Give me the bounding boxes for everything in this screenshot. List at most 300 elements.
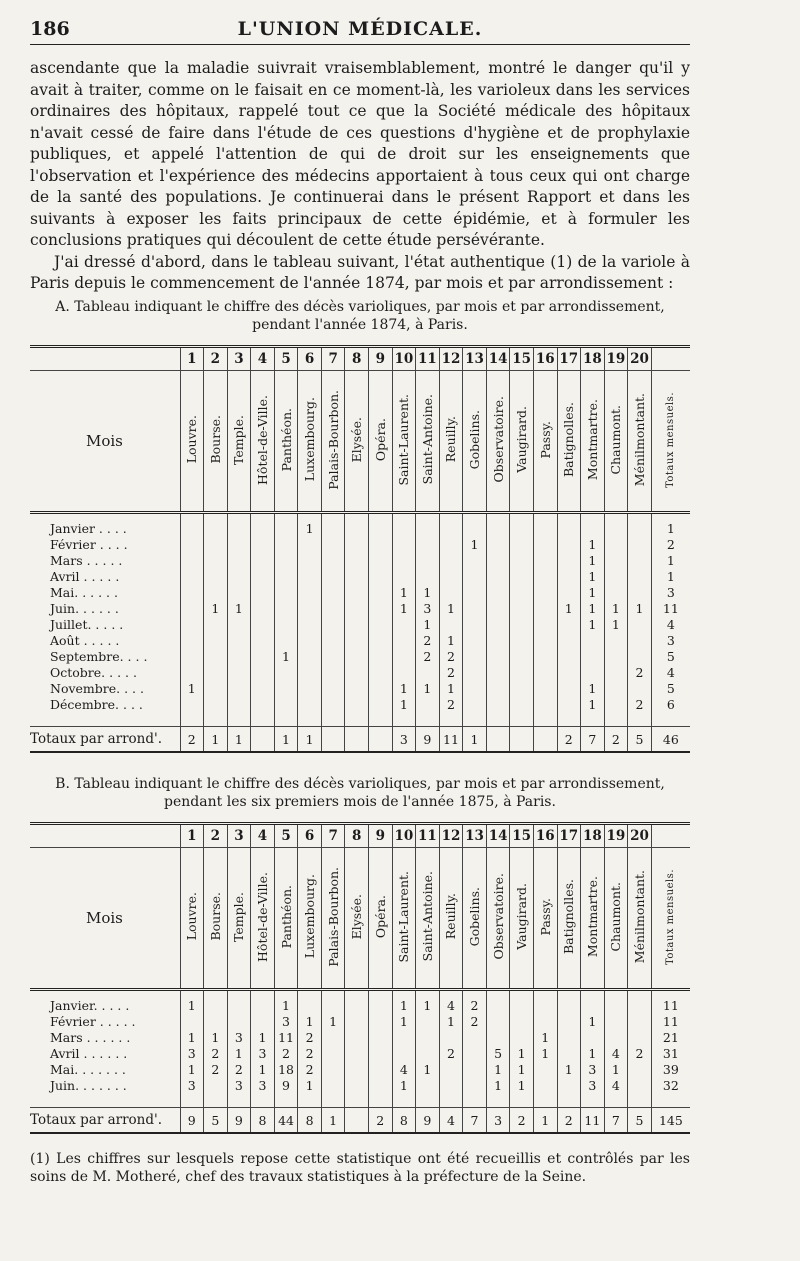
deaths-cell (392, 616, 416, 632)
monthly-total: 31 (651, 1045, 690, 1061)
deaths-cell: 2 (204, 1061, 228, 1077)
header-rule (30, 44, 690, 45)
arrondissement-name: Vaugirard. (514, 883, 530, 950)
deaths-cell (345, 1045, 369, 1061)
deaths-cell: 1 (486, 1061, 510, 1077)
arrondissement-name: Ménilmontant. (631, 392, 647, 487)
deaths-cell (321, 584, 345, 600)
deaths-cell (321, 552, 345, 568)
month-label: Février . . . . (50, 536, 128, 552)
deaths-cell (533, 568, 557, 584)
deaths-cell (510, 648, 534, 664)
deaths-cell (392, 648, 416, 664)
month-label: Avril . . . . . . (50, 1045, 128, 1061)
mois-header: Mois (30, 371, 180, 513)
deaths-cell (557, 1013, 581, 1029)
deaths-cell (581, 632, 605, 648)
arrondissement-total: 3 (486, 1108, 510, 1134)
arrondissement-name-header (510, 371, 534, 513)
deaths-cell (628, 632, 652, 648)
deaths-cell: 1 (581, 552, 605, 568)
arrondissement-number: 10 (392, 347, 416, 371)
grand-total: 145 (651, 1108, 690, 1134)
arrondissement-name-header (321, 371, 345, 513)
month-label: Janvier. . . . . (50, 997, 130, 1013)
arrondissement-name-header (416, 848, 440, 990)
deaths-cell (628, 990, 652, 1014)
deaths-cell (180, 584, 204, 600)
deaths-cell: 1 (604, 1061, 628, 1077)
deaths-cell (463, 600, 487, 616)
deaths-cell: 1 (321, 1013, 345, 1029)
deaths-cell (628, 1013, 652, 1029)
deaths-cell (628, 680, 652, 696)
deaths-cell (369, 632, 393, 648)
arrondissement-total: 7 (463, 1108, 487, 1134)
deaths-cell (345, 568, 369, 584)
arrondissement-name-header (557, 371, 581, 513)
total-header-label: Totaux mensuels. (665, 868, 677, 965)
deaths-cell: 2 (628, 1045, 652, 1061)
deaths-cell (533, 696, 557, 712)
deaths-cell (204, 680, 228, 696)
arrondissement-name-header (581, 371, 605, 513)
deaths-cell (274, 632, 298, 648)
table-row (30, 1077, 690, 1093)
deaths-cell: 1 (298, 513, 322, 537)
deaths-cell (463, 1077, 487, 1093)
arrondissement-number: 17 (557, 824, 581, 848)
deaths-cell (298, 616, 322, 632)
month-label: Juin. . . . . . . (50, 1077, 127, 1093)
arrondissement-total: 7 (604, 1108, 628, 1134)
arrondissement-name-header (510, 848, 534, 990)
deaths-cell (251, 536, 275, 552)
deaths-cell (227, 513, 251, 537)
month-label: Septembre. . . . (50, 648, 148, 664)
deaths-cell (486, 584, 510, 600)
table-row (30, 696, 690, 712)
monthly-total: 4 (651, 616, 690, 632)
deaths-cell (416, 552, 440, 568)
deaths-cell: 1 (416, 990, 440, 1014)
deaths-cell (628, 552, 652, 568)
deaths-cell: 11 (274, 1029, 298, 1045)
arrondissement-name-header (439, 371, 463, 513)
deaths-cell (180, 632, 204, 648)
arrondissement-number: 10 (392, 824, 416, 848)
arrondissement-name-header (321, 848, 345, 990)
deaths-cell (628, 616, 652, 632)
deaths-cell (557, 632, 581, 648)
deaths-cell (204, 568, 228, 584)
arrondissement-name-header (345, 371, 369, 513)
deaths-cell (486, 1013, 510, 1029)
arrondissement-name-header (439, 848, 463, 990)
deaths-cell (392, 568, 416, 584)
table-a (30, 345, 690, 753)
deaths-cell: 3 (227, 1029, 251, 1045)
header-corner (30, 824, 180, 848)
month-label: Mars . . . . . (50, 552, 123, 568)
deaths-cell (439, 513, 463, 537)
arrondissement-name: Montmartre. (584, 398, 600, 481)
arrondissement-number: 3 (227, 824, 251, 848)
arrondissement-total: 2 (557, 727, 581, 753)
deaths-cell: 1 (180, 990, 204, 1014)
arrondissement-total: 7 (581, 727, 605, 753)
deaths-cell (557, 568, 581, 584)
arrondissement-number: 7 (321, 824, 345, 848)
deaths-cell: 18 (274, 1061, 298, 1077)
arrondissement-number: 17 (557, 347, 581, 371)
deaths-cell: 1 (251, 1029, 275, 1045)
arrondissement-total: 4 (439, 1108, 463, 1134)
deaths-cell (463, 568, 487, 584)
arrondissement-name-header (251, 848, 275, 990)
deaths-cell (510, 990, 534, 1014)
deaths-cell (628, 513, 652, 537)
deaths-cell (274, 616, 298, 632)
deaths-cell (439, 616, 463, 632)
deaths-cell: 1 (463, 536, 487, 552)
footnote-text: (1) Les chiffres sur lesquels repose cette statistique ont été recueillis et contrôlés par les soins de M. Motheré, chef des travaux statistiques à la préfecture de la Seine. (30, 1151, 690, 1185)
arrondissement-number: 13 (463, 824, 487, 848)
deaths-cell (416, 513, 440, 537)
deaths-cell (392, 632, 416, 648)
arrondissement-name: Temple. (231, 891, 247, 942)
deaths-cell (463, 513, 487, 537)
monthly-total: 21 (651, 1029, 690, 1045)
deaths-cell (510, 552, 534, 568)
deaths-cell: 3 (274, 1013, 298, 1029)
deaths-cell: 4 (439, 990, 463, 1014)
deaths-cell (486, 1029, 510, 1045)
deaths-cell: 2 (204, 1045, 228, 1061)
deaths-cell: 2 (274, 1045, 298, 1061)
deaths-cell (510, 536, 534, 552)
arrondissement-name-header (274, 848, 298, 990)
deaths-cell: 1 (533, 1045, 557, 1061)
arrondissement-total: 1 (274, 727, 298, 753)
arrondissement-name: Gobelins. (467, 886, 483, 947)
deaths-cell (274, 536, 298, 552)
deaths-cell (204, 1013, 228, 1029)
deaths-cell (204, 552, 228, 568)
arrondissement-number: 14 (486, 824, 510, 848)
deaths-cell (463, 552, 487, 568)
deaths-cell: 1 (439, 680, 463, 696)
deaths-cell (416, 1077, 440, 1093)
deaths-cell (369, 990, 393, 1014)
deaths-cell (533, 1077, 557, 1093)
deaths-cell (486, 680, 510, 696)
month-label: Février . . . . . (50, 1013, 136, 1029)
arrondissement-name: Luxembourg. (302, 397, 318, 482)
caption-line: pendant l'année 1874, à Paris. (252, 317, 468, 333)
arrondissement-number: 15 (510, 824, 534, 848)
month-label: Janvier . . . . (50, 520, 127, 536)
deaths-cell (510, 1029, 534, 1045)
deaths-cell (321, 568, 345, 584)
arrondissement-name: Panthéon. (278, 407, 294, 472)
arrondissement-number: 5 (274, 824, 298, 848)
arrondissement-number: 18 (581, 824, 605, 848)
deaths-cell (557, 513, 581, 537)
deaths-cell (416, 568, 440, 584)
deaths-cell (180, 600, 204, 616)
deaths-cell: 1 (392, 1077, 416, 1093)
arrondissement-number: 6 (298, 824, 322, 848)
arrondissement-name-header (463, 848, 487, 990)
deaths-cell (321, 664, 345, 680)
deaths-cell: 1 (439, 632, 463, 648)
arrondissement-name-header (628, 848, 652, 990)
arrondissement-number: 20 (628, 347, 652, 371)
table-row (30, 1013, 690, 1029)
deaths-cell: 1 (392, 600, 416, 616)
arrondissement-total (510, 727, 534, 753)
running-header (30, 18, 690, 42)
deaths-cell (251, 616, 275, 632)
total-header-label: Totaux mensuels. (665, 391, 677, 488)
deaths-cell (274, 696, 298, 712)
deaths-cell (628, 1077, 652, 1093)
deaths-cell: 1 (416, 616, 440, 632)
deaths-cell (274, 680, 298, 696)
arrondissement-name: Temple. (231, 414, 247, 465)
deaths-cell: 1 (251, 1061, 275, 1077)
deaths-cell (369, 584, 393, 600)
deaths-cell (604, 513, 628, 537)
table-row (30, 616, 690, 632)
caption-line: pendant les six premiers mois de l'année 1875, à Paris. (164, 794, 556, 810)
deaths-cell (345, 600, 369, 616)
arrondissement-total: 8 (392, 1108, 416, 1134)
deaths-cell (227, 696, 251, 712)
arrondissement-name-header (345, 848, 369, 990)
deaths-cell (628, 648, 652, 664)
deaths-cell (345, 552, 369, 568)
deaths-cell: 9 (274, 1077, 298, 1093)
deaths-cell (439, 552, 463, 568)
deaths-cell (486, 696, 510, 712)
deaths-cell (369, 648, 393, 664)
arrondissement-name: Vaugirard. (514, 406, 530, 473)
deaths-cell: 1 (298, 1077, 322, 1093)
deaths-cell (486, 648, 510, 664)
table-row (30, 584, 690, 600)
deaths-cell: 4 (604, 1045, 628, 1061)
deaths-cell (463, 632, 487, 648)
arrondissement-number: 18 (581, 347, 605, 371)
deaths-cell (204, 513, 228, 537)
deaths-cell (533, 664, 557, 680)
deaths-cell: 2 (416, 632, 440, 648)
deaths-cell (510, 664, 534, 680)
deaths-cell (510, 696, 534, 712)
deaths-cell (463, 1061, 487, 1077)
monthly-total: 4 (651, 664, 690, 680)
deaths-cell (486, 616, 510, 632)
deaths-cell (369, 1013, 393, 1029)
deaths-cell (204, 616, 228, 632)
deaths-cell (533, 648, 557, 664)
deaths-cell: 2 (298, 1045, 322, 1061)
deaths-cell (345, 664, 369, 680)
arrondissement-name: Panthéon. (278, 884, 294, 949)
deaths-cell (439, 536, 463, 552)
deaths-cell: 1 (581, 696, 605, 712)
arrondissement-name-header (486, 371, 510, 513)
deaths-cell (510, 680, 534, 696)
arrondissement-name-header (180, 848, 204, 990)
arrondissement-number: 8 (345, 347, 369, 371)
monthly-total: 1 (651, 568, 690, 584)
deaths-cell (557, 648, 581, 664)
monthly-total: 5 (651, 680, 690, 696)
deaths-cell (227, 1013, 251, 1029)
arrondissement-total: 1 (298, 727, 322, 753)
deaths-cell (251, 568, 275, 584)
deaths-cell: 1 (604, 616, 628, 632)
deaths-cell (369, 513, 393, 537)
arrondissement-name: Bourse. (207, 892, 223, 941)
deaths-cell (274, 568, 298, 584)
arrondissement-name: Reuilly. (443, 893, 459, 940)
arrondissement-number: 9 (369, 824, 393, 848)
deaths-cell (204, 990, 228, 1014)
deaths-cell (298, 600, 322, 616)
deaths-cell (345, 696, 369, 712)
deaths-cell: 1 (581, 600, 605, 616)
deaths-cell (416, 1013, 440, 1029)
deaths-cell (557, 536, 581, 552)
totals-row (30, 727, 690, 753)
deaths-cell: 3 (251, 1045, 275, 1061)
month-label: Novembre. . . . (50, 680, 144, 696)
deaths-cell (463, 1045, 487, 1061)
monthly-total: 39 (651, 1061, 690, 1077)
deaths-cell (204, 584, 228, 600)
caption-line: B. Tableau indiquant le chiffre des décès varioliques, par mois et par arrondissement, (55, 776, 665, 792)
arrondissement-name: Chaumont. (608, 881, 624, 952)
arrondissement-name: Saint-Antoine. (419, 871, 435, 962)
arrondissement-name: Observatoire. (490, 396, 506, 483)
totals-label: Totaux par arrond'. (30, 727, 180, 753)
deaths-cell (369, 1061, 393, 1077)
deaths-cell (369, 664, 393, 680)
deaths-cell (628, 536, 652, 552)
monthly-total: 3 (651, 584, 690, 600)
deaths-cell (369, 1029, 393, 1045)
deaths-cell (369, 552, 393, 568)
deaths-cell (298, 990, 322, 1014)
deaths-cell (416, 664, 440, 680)
arrondissement-name: Bourse. (207, 415, 223, 464)
arrondissement-name: Elysée. (349, 893, 365, 940)
deaths-cell (486, 536, 510, 552)
month-label: Décembre. . . . (50, 696, 143, 712)
table-row (30, 513, 690, 537)
deaths-cell (604, 990, 628, 1014)
deaths-cell (416, 536, 440, 552)
paragraph: ascendante que la maladie suivrait vraisemblablement, montré le danger qu'il y avait à traiter, comme on le faisait en ce moment-là, les varioleux dans les services ordinaires des hôpitaux, rappelé tout ce que la Société médicale des hôpitaux n'avait cessé de faire dans l'étude de ces questions d'hygiène et de prophylaxie publiques, et appelé l'attention de qui de droit sur les enseignements que l'observation et l'expérience des médecins apportaient à tous ceux qui ont charge de la santé des populations. Je continuerai dans le présent Rapport et dans les suivants à exposer les faits principaux de cette épidémie, et à formuler les conclusions pratiques qui découlent de cette étude persévérante. (30, 59, 690, 249)
deaths-cell (345, 584, 369, 600)
monthly-total: 2 (651, 536, 690, 552)
arrondissement-name: Gobelins. (467, 409, 483, 470)
deaths-cell (486, 664, 510, 680)
deaths-cell (274, 584, 298, 600)
arrondissement-name: Saint-Laurent. (396, 393, 412, 486)
deaths-cell (180, 552, 204, 568)
deaths-cell (581, 513, 605, 537)
deaths-cell (321, 632, 345, 648)
arrondissement-total: 44 (274, 1108, 298, 1134)
monthly-total: 32 (651, 1077, 690, 1093)
deaths-cell (298, 664, 322, 680)
deaths-cell (486, 552, 510, 568)
deaths-cell (251, 513, 275, 537)
deaths-cell (486, 632, 510, 648)
arrondissement-name: Opéra. (372, 894, 388, 939)
monthly-total: 3 (651, 632, 690, 648)
deaths-cell: 1 (581, 536, 605, 552)
deaths-cell (604, 664, 628, 680)
deaths-cell (321, 1077, 345, 1093)
table-row (30, 1061, 690, 1077)
deaths-cell (180, 648, 204, 664)
arrondissement-total: 9 (180, 1108, 204, 1134)
arrondissement-total: 9 (227, 1108, 251, 1134)
deaths-cell (298, 552, 322, 568)
deaths-cell (227, 552, 251, 568)
grand-total: 46 (651, 727, 690, 753)
deaths-cell (557, 584, 581, 600)
deaths-cell (463, 584, 487, 600)
deaths-cell (604, 552, 628, 568)
deaths-cell (369, 1045, 393, 1061)
deaths-cell (345, 1029, 369, 1045)
deaths-cell (204, 696, 228, 712)
deaths-cell (557, 1077, 581, 1093)
monthly-total: 5 (651, 648, 690, 664)
arrondissement-name: Luxembourg. (302, 874, 318, 959)
deaths-cell: 1 (416, 680, 440, 696)
arrondissement-number: 5 (274, 347, 298, 371)
deaths-cell (533, 680, 557, 696)
deaths-cell (298, 568, 322, 584)
arrondissement-name: Saint-Antoine. (419, 394, 435, 485)
arrondissement-total: 1 (533, 1108, 557, 1134)
arrondissement-number: 12 (439, 824, 463, 848)
deaths-cell: 1 (180, 1029, 204, 1045)
deaths-cell (251, 584, 275, 600)
deaths-cell (392, 552, 416, 568)
footnote (30, 1150, 690, 1186)
deaths-cell (227, 990, 251, 1014)
deaths-cell (604, 536, 628, 552)
deaths-cell: 2 (439, 648, 463, 664)
deaths-cell (298, 696, 322, 712)
arrondissement-number: 4 (251, 824, 275, 848)
deaths-cell (180, 536, 204, 552)
month-label: Avril . . . . . (50, 568, 120, 584)
deaths-cell (392, 536, 416, 552)
arrondissement-number: 8 (345, 824, 369, 848)
arrondissement-number: 20 (628, 824, 652, 848)
deaths-cell: 1 (227, 1045, 251, 1061)
